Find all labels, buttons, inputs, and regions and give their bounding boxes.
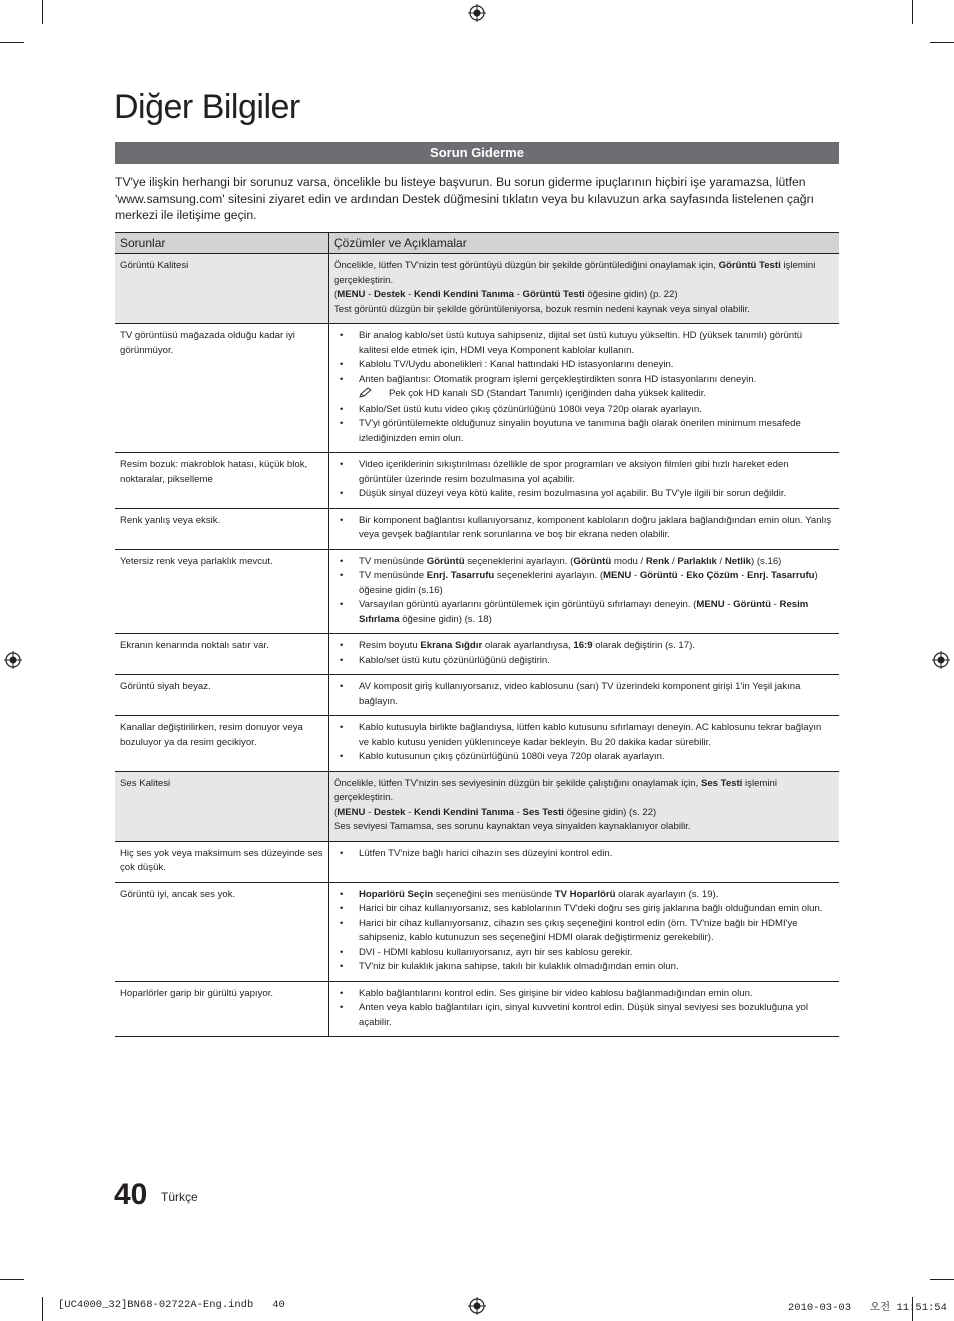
table-row xyxy=(115,549,839,634)
crop-mark xyxy=(930,1279,954,1280)
solution-list xyxy=(334,847,834,862)
crop-mark xyxy=(0,1279,24,1280)
list-item: • Resim boyutu Ekrana Sığdır olarak ayarlandıysa, 16:9 olarak değiştirin (s. 17). xyxy=(334,639,834,654)
solution-cell xyxy=(329,771,840,841)
problem-cell: TV görüntüsü mağazada olduğu kadar iyi görünmüyor. xyxy=(115,324,329,453)
problem-cell: Resim bozuk: makroblok hatası, küçük blok, noktaralar, pikselleme xyxy=(115,453,329,509)
solution-list xyxy=(334,888,834,975)
section-title: Sorun Giderme xyxy=(115,142,839,164)
solution-cell xyxy=(329,508,840,549)
problem-cell: Görüntü siyah beyaz. xyxy=(115,675,329,716)
solution-cell xyxy=(329,634,840,675)
list-item: • TV'niz bir kulaklık jakına sahipse, takılı bir kulaklık olmadığından emin olun. xyxy=(334,960,834,975)
list-item: • Kablo bağlantılarını kontrol edin. Ses girişine bir video kablosu bağlanmadığından emin olun. xyxy=(334,987,834,1002)
solution-cell xyxy=(329,981,840,1037)
table-header-row xyxy=(115,233,839,254)
list-item: • AV komposit giriş kullanıyorsanız, video kablosunu (sarı) TV üzerindeki komponent girişi 1'in Yeşil jakına bağlayın. xyxy=(334,680,834,709)
solution-list xyxy=(334,458,834,502)
page-language: Türkçe xyxy=(161,1190,198,1204)
problem-cell: Hoparlörler garip bir gürültü yapıyor. xyxy=(115,981,329,1037)
table-row xyxy=(115,841,839,882)
solution-cell xyxy=(329,841,840,882)
table-row xyxy=(115,882,839,981)
list-item: • Varsayılan görüntü ayarlarını görüntülemek için görüntüyü sıfırlamayı deneyin. (MENU - Görüntü - Resim Sıfırlama öğesine gidin) (s. 18) xyxy=(334,598,834,627)
page-title: Diğer Bilgiler xyxy=(114,88,300,126)
crop-mark xyxy=(912,0,913,24)
solution-text: (MENU - Destek - Kendi Kendini Tanıma - Ses Testi öğesine gidin) (s. 22) xyxy=(334,806,657,818)
print-slug-file: [UC4000_32]BN68-02722A-Eng.indb 40 xyxy=(58,1299,285,1311)
solution-text: Öncelikle, lütfen TV'nizin ses seviyesinin düzgün bir şekilde çalıştığını onaylamak için, Ses Testi işlemini gerçekleştirin. xyxy=(334,777,778,803)
list-item: • Bir komponent bağlantısı kullanıyorsanız, komponent kabloların doğru jaklara bağlandığından emin olun. Yanlış veya gevşek bağlantılar renk sorunlarına ve boş bir ekrana neden olabilir. xyxy=(334,514,834,543)
crop-mark xyxy=(0,42,24,43)
solution-cell xyxy=(329,453,840,509)
list-item: • Anten veya kablo bağlantıları için, sinyal kuvvetini kontrol edin. Düşük sinyal seviyesi ses bozukluğuna yol açabilir. xyxy=(334,1001,834,1030)
list-item: • Kablo/set üstü kutu çözünürlüğünü değiştirin. xyxy=(334,654,834,669)
list-item: • DVI - HDMI kablosu kullanıyorsanız, ayrı bir ses kablosu gerekir. xyxy=(334,946,834,961)
list-item: • Düşük sinyal düzeyi veya kötü kalite, resim bozulmasına yol açabilir. Bu TV'yle ilgili bir sorun değildir. xyxy=(334,487,834,502)
problem-cell: Görüntü iyi, ancak ses yok. xyxy=(115,882,329,981)
solution-cell xyxy=(329,254,840,324)
crop-mark xyxy=(930,42,954,43)
list-item: • Kablo/Set üstü kutu video çıkış çözünürlüğünü 1080i veya 720p olarak ayarlayın. xyxy=(334,403,834,418)
problem-cell: Görüntü Kalitesi xyxy=(115,254,329,324)
solution-list xyxy=(334,987,834,1031)
list-item: • Harici bir cihaz kullanıyorsanız, ses kablolarının TV'deki doğru ses giriş jaklarına bağlı olduğundan emin olun. xyxy=(334,902,834,917)
crop-mark xyxy=(42,1297,43,1321)
solution-text: Test görüntü düzgün bir şekilde görüntüleniyorsa, bozuk resmin nedeni kaynak veya sinyal olabilir. xyxy=(334,303,750,315)
solution-text: Öncelikle, lütfen TV'nizin test görüntüyü düzgün bir şekilde görüntülediğini onaylamak için, Görüntü Testi işlemini gerçekleştirin. xyxy=(334,260,816,286)
problem-cell: Hiç ses yok veya maksimum ses düzeyinde ses çok düşük. xyxy=(115,841,329,882)
registration-mark-icon xyxy=(932,651,950,669)
table-row xyxy=(115,254,839,324)
list-item: • Lütfen TV'nize bağlı harici cihazın ses düzeyini kontrol edin. xyxy=(334,847,834,862)
list-item: • Video içeriklerinin sıkıştırılması özellikle de spor programları ve aksiyon filmleri gibi hızlı hareket eden görüntüler üzerinde resim bozulmasına yol açabilir. xyxy=(334,458,834,487)
solution-list xyxy=(334,680,834,709)
problem-cell: Ses Kalitesi xyxy=(115,771,329,841)
registration-mark-icon xyxy=(468,4,486,22)
table-row xyxy=(115,771,839,841)
table-row xyxy=(115,508,839,549)
column-header-problems: Sorunlar xyxy=(115,233,329,254)
intro-paragraph: TV'ye ilişkin herhangi bir sorunuz varsa, öncelikle bu listeye başvurun. Bu sorun giderme ipuçlarının hiçbiri işe yaramazsa, lütfen 'www.samsung.com' sitesini ziyaret edin ve ardından Destek düğmesini tıklatın veya bu kılavuzun arka sayfasında listelenen çağrı merkezi ile iletişime geçin. xyxy=(115,175,815,222)
solution-cell xyxy=(329,716,840,772)
page-number: 40 xyxy=(114,1178,148,1211)
solution-list xyxy=(334,403,834,447)
troubleshooting-table xyxy=(115,232,839,1037)
list-item: • Kablo kutusunun çıkış çözünürlüğünü 1080i veya 720p olarak ayarlayın. xyxy=(334,750,834,765)
registration-mark-icon xyxy=(468,1297,486,1315)
note-text: Pek çok HD kanalı SD (Standart Tanımlı) içeriğinden daha yüksek kalitedir. xyxy=(389,388,707,399)
list-item: • Kablolu TV/Uydu abonelikleri : Kanal hattındaki HD istasyonlarını deneyin. xyxy=(334,358,834,373)
solution-list xyxy=(334,555,834,628)
problem-cell: Yetersiz renk veya parlaklık mevcut. xyxy=(115,549,329,634)
list-item: • Harici bir cihaz kullanıyorsanız, cihazın ses çıkış seçeneğini kontrol edin (örn. TV'nize bağlı bir HDMI'ye sahipseniz, kablo kutunuzun ses seçeneğini HDMI olarak değiştirmeniz gerekebilir). xyxy=(334,917,834,946)
table-row xyxy=(115,634,839,675)
list-item: • Anten bağlantısı: Otomatik program işlemi gerçekleştirdikten sonra HD istasyonlarını deneyin. xyxy=(334,373,834,388)
list-item: • Hoparlörü Seçin seçeneğini ses menüsünde TV Hoparlörü olarak ayarlayın (s. 19). xyxy=(334,888,834,903)
solution-text: (MENU - Destek - Kendi Kendini Tanıma - Görüntü Testi öğesine gidin) (p. 22) xyxy=(334,289,678,300)
pencil-note-icon xyxy=(359,387,389,403)
print-slug-date: 2010-03-03 오전 11:51:54 xyxy=(788,1302,947,1314)
solution-list xyxy=(334,329,834,387)
table-row xyxy=(115,453,839,509)
problem-cell: Kanallar değiştirilirken, resim donuyor veya bozuluyor ya da resim gecikiyor. xyxy=(115,716,329,772)
note xyxy=(334,387,834,403)
list-item: • TV menüsünde Görüntü seçeneklerini ayarlayın. (Görüntü modu / Renk / Parlaklık / Netlik) (s.16) xyxy=(334,555,834,570)
column-header-solutions: Çözümler ve Açıklamalar xyxy=(329,233,840,254)
list-item: • Kablo kutusuyla birlikte bağlandıysa, lütfen kablo kutusunu sıfırlamayı deneyin. AC kablosunu tekrar bağlayın ve kablo kutusu yeniden yüklenınceye kadar bekleyin. Bu 20 dakika kadar sürebilir. xyxy=(334,721,834,750)
solution-cell xyxy=(329,675,840,716)
crop-mark xyxy=(42,0,43,24)
registration-mark-icon xyxy=(4,651,22,669)
list-item: • TV menüsünde Enrj. Tasarrufu seçeneklerini ayarlayın. (MENU - Görüntü - Eko Çözüm - Enrj. Tasarrufu) öğesine gidin (s.16) xyxy=(334,569,834,598)
list-item: • TV'yi görüntülemekte olduğunuz sinyalin boyutuna ve tanımına bağlı olarak önerilen minimum mesafede izlediğinizden emin olun. xyxy=(334,417,834,446)
solution-cell xyxy=(329,549,840,634)
solution-text: Ses seviyesi Tamamsa, ses sorunu kaynaktan veya sinyalden kaynaklanıyor olabilir. xyxy=(334,821,691,832)
table-row xyxy=(115,981,839,1037)
table-row xyxy=(115,324,839,453)
solution-cell xyxy=(329,882,840,981)
table-row xyxy=(115,675,839,716)
problem-cell: Ekranın kenarında noktalı satır var. xyxy=(115,634,329,675)
problem-cell: Renk yanlış veya eksik. xyxy=(115,508,329,549)
solution-list xyxy=(334,514,834,543)
list-item: • Bir analog kablo/set üstü kutuya sahipseniz, dijital set üstü kutuyu yükseltin. HD (yüksek tanımlı) görüntü kalitesi elde etmek için, HDMI veya Komponent kablolar kullanın. xyxy=(334,329,834,358)
table-row xyxy=(115,716,839,772)
solution-list xyxy=(334,639,834,668)
solution-cell xyxy=(329,324,840,453)
solution-list xyxy=(334,721,834,765)
